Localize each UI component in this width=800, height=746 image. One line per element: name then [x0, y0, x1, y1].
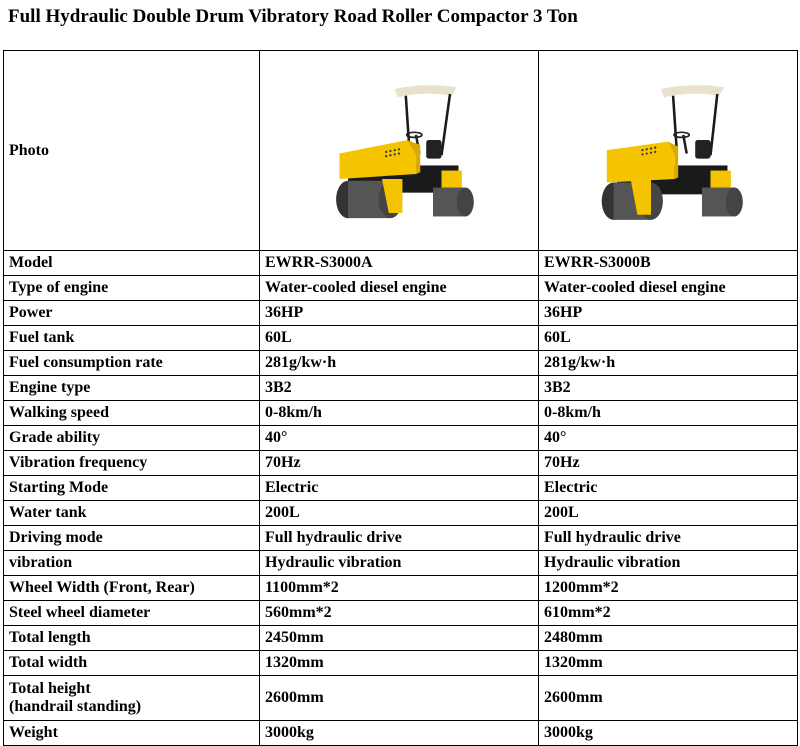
spec-label: Wheel Width (Front, Rear) [4, 576, 260, 601]
spec-label: Total length [4, 626, 260, 651]
spec-value-model-a: 40° [260, 426, 539, 451]
spec-row [4, 426, 798, 451]
spec-row [4, 251, 798, 276]
spec-label: Weight [4, 721, 260, 746]
spec-label: Type of engine [4, 276, 260, 301]
spec-value-model-a: 2600mm [260, 676, 539, 721]
spec-label: Walking speed [4, 401, 260, 426]
spec-value-model-a: 70Hz [260, 451, 539, 476]
spec-row [4, 721, 798, 746]
spec-value-model-a: Full hydraulic drive [260, 526, 539, 551]
spec-label: Model [4, 251, 260, 276]
photo-model-a [260, 51, 539, 251]
spec-row [4, 676, 798, 721]
spec-label: Fuel consumption rate [4, 351, 260, 376]
spec-value-model-a: 281g/kw·h [260, 351, 539, 376]
spec-value-model-b: 3B2 [539, 376, 798, 401]
spec-value-model-a: 1100mm*2 [260, 576, 539, 601]
spec-label: Grade ability [4, 426, 260, 451]
spec-value-model-b: Hydraulic vibration [539, 551, 798, 576]
spec-value-model-b: 1200mm*2 [539, 576, 798, 601]
spec-row [4, 501, 798, 526]
spec-row [4, 276, 798, 301]
spec-value-model-a: 3B2 [260, 376, 539, 401]
spec-value-model-b: 2600mm [539, 676, 798, 721]
spec-row [4, 551, 798, 576]
page-title: Full Hydraulic Double Drum Vibratory Road Roller Compactor 3 Ton [8, 6, 578, 27]
spec-value-model-b: 0-8km/h [539, 401, 798, 426]
spec-value-model-a: Electric [260, 476, 539, 501]
spec-value-model-b: 3000kg [539, 721, 798, 746]
spec-value-model-b: 1320mm [539, 651, 798, 676]
spec-label: Fuel tank [4, 326, 260, 351]
photo-row [4, 51, 798, 251]
spec-value-model-b: 60L [539, 326, 798, 351]
spec-label: Power [4, 301, 260, 326]
spec-label: Steel wheel diameter [4, 601, 260, 626]
spec-value-model-b: Full hydraulic drive [539, 526, 798, 551]
spec-value-model-a: 1320mm [260, 651, 539, 676]
photo-model-b [539, 51, 798, 251]
spec-value-model-b: 36HP [539, 301, 798, 326]
spec-row [4, 376, 798, 401]
spec-value-model-b: 281g/kw·h [539, 351, 798, 376]
spec-row [4, 326, 798, 351]
spec-row [4, 526, 798, 551]
spec-label: Driving mode [4, 526, 260, 551]
spec-row [4, 401, 798, 426]
road-roller-image-a [314, 66, 484, 236]
spec-row [4, 576, 798, 601]
spec-row [4, 626, 798, 651]
spec-table [3, 50, 798, 746]
road-roller-image-b [583, 66, 753, 236]
spec-value-model-a: Water-cooled diesel engine [260, 276, 539, 301]
spec-value-model-b: 2480mm [539, 626, 798, 651]
photo-label: Photo [4, 51, 260, 251]
spec-value-model-a: 200L [260, 501, 539, 526]
spec-value-model-b: 610mm*2 [539, 601, 798, 626]
spec-row [4, 301, 798, 326]
spec-value-model-b: 200L [539, 501, 798, 526]
spec-value-model-a: 60L [260, 326, 539, 351]
spec-row [4, 351, 798, 376]
spec-row [4, 451, 798, 476]
spec-row [4, 651, 798, 676]
spec-value-model-a: 3000kg [260, 721, 539, 746]
spec-value-model-a: Hydraulic vibration [260, 551, 539, 576]
spec-label: vibration [4, 551, 260, 576]
spec-value-model-b: 70Hz [539, 451, 798, 476]
spec-value-model-a: 2450mm [260, 626, 539, 651]
spec-row [4, 601, 798, 626]
spec-value-model-b: 40° [539, 426, 798, 451]
spec-value-model-b: Electric [539, 476, 798, 501]
spec-label: Vibration frequency [4, 451, 260, 476]
spec-label: Engine type [4, 376, 260, 401]
spec-value-model-a: 560mm*2 [260, 601, 539, 626]
spec-row [4, 476, 798, 501]
spec-value-model-a: 36HP [260, 301, 539, 326]
spec-value-model-b: EWRR-S3000B [539, 251, 798, 276]
spec-label: Starting Mode [4, 476, 260, 501]
spec-label: Water tank [4, 501, 260, 526]
spec-label: Total width [4, 651, 260, 676]
spec-value-model-a: EWRR-S3000A [260, 251, 539, 276]
spec-label: Total height (handrail standing) [4, 676, 260, 721]
spec-value-model-b: Water-cooled diesel engine [539, 276, 798, 301]
spec-value-model-a: 0-8km/h [260, 401, 539, 426]
